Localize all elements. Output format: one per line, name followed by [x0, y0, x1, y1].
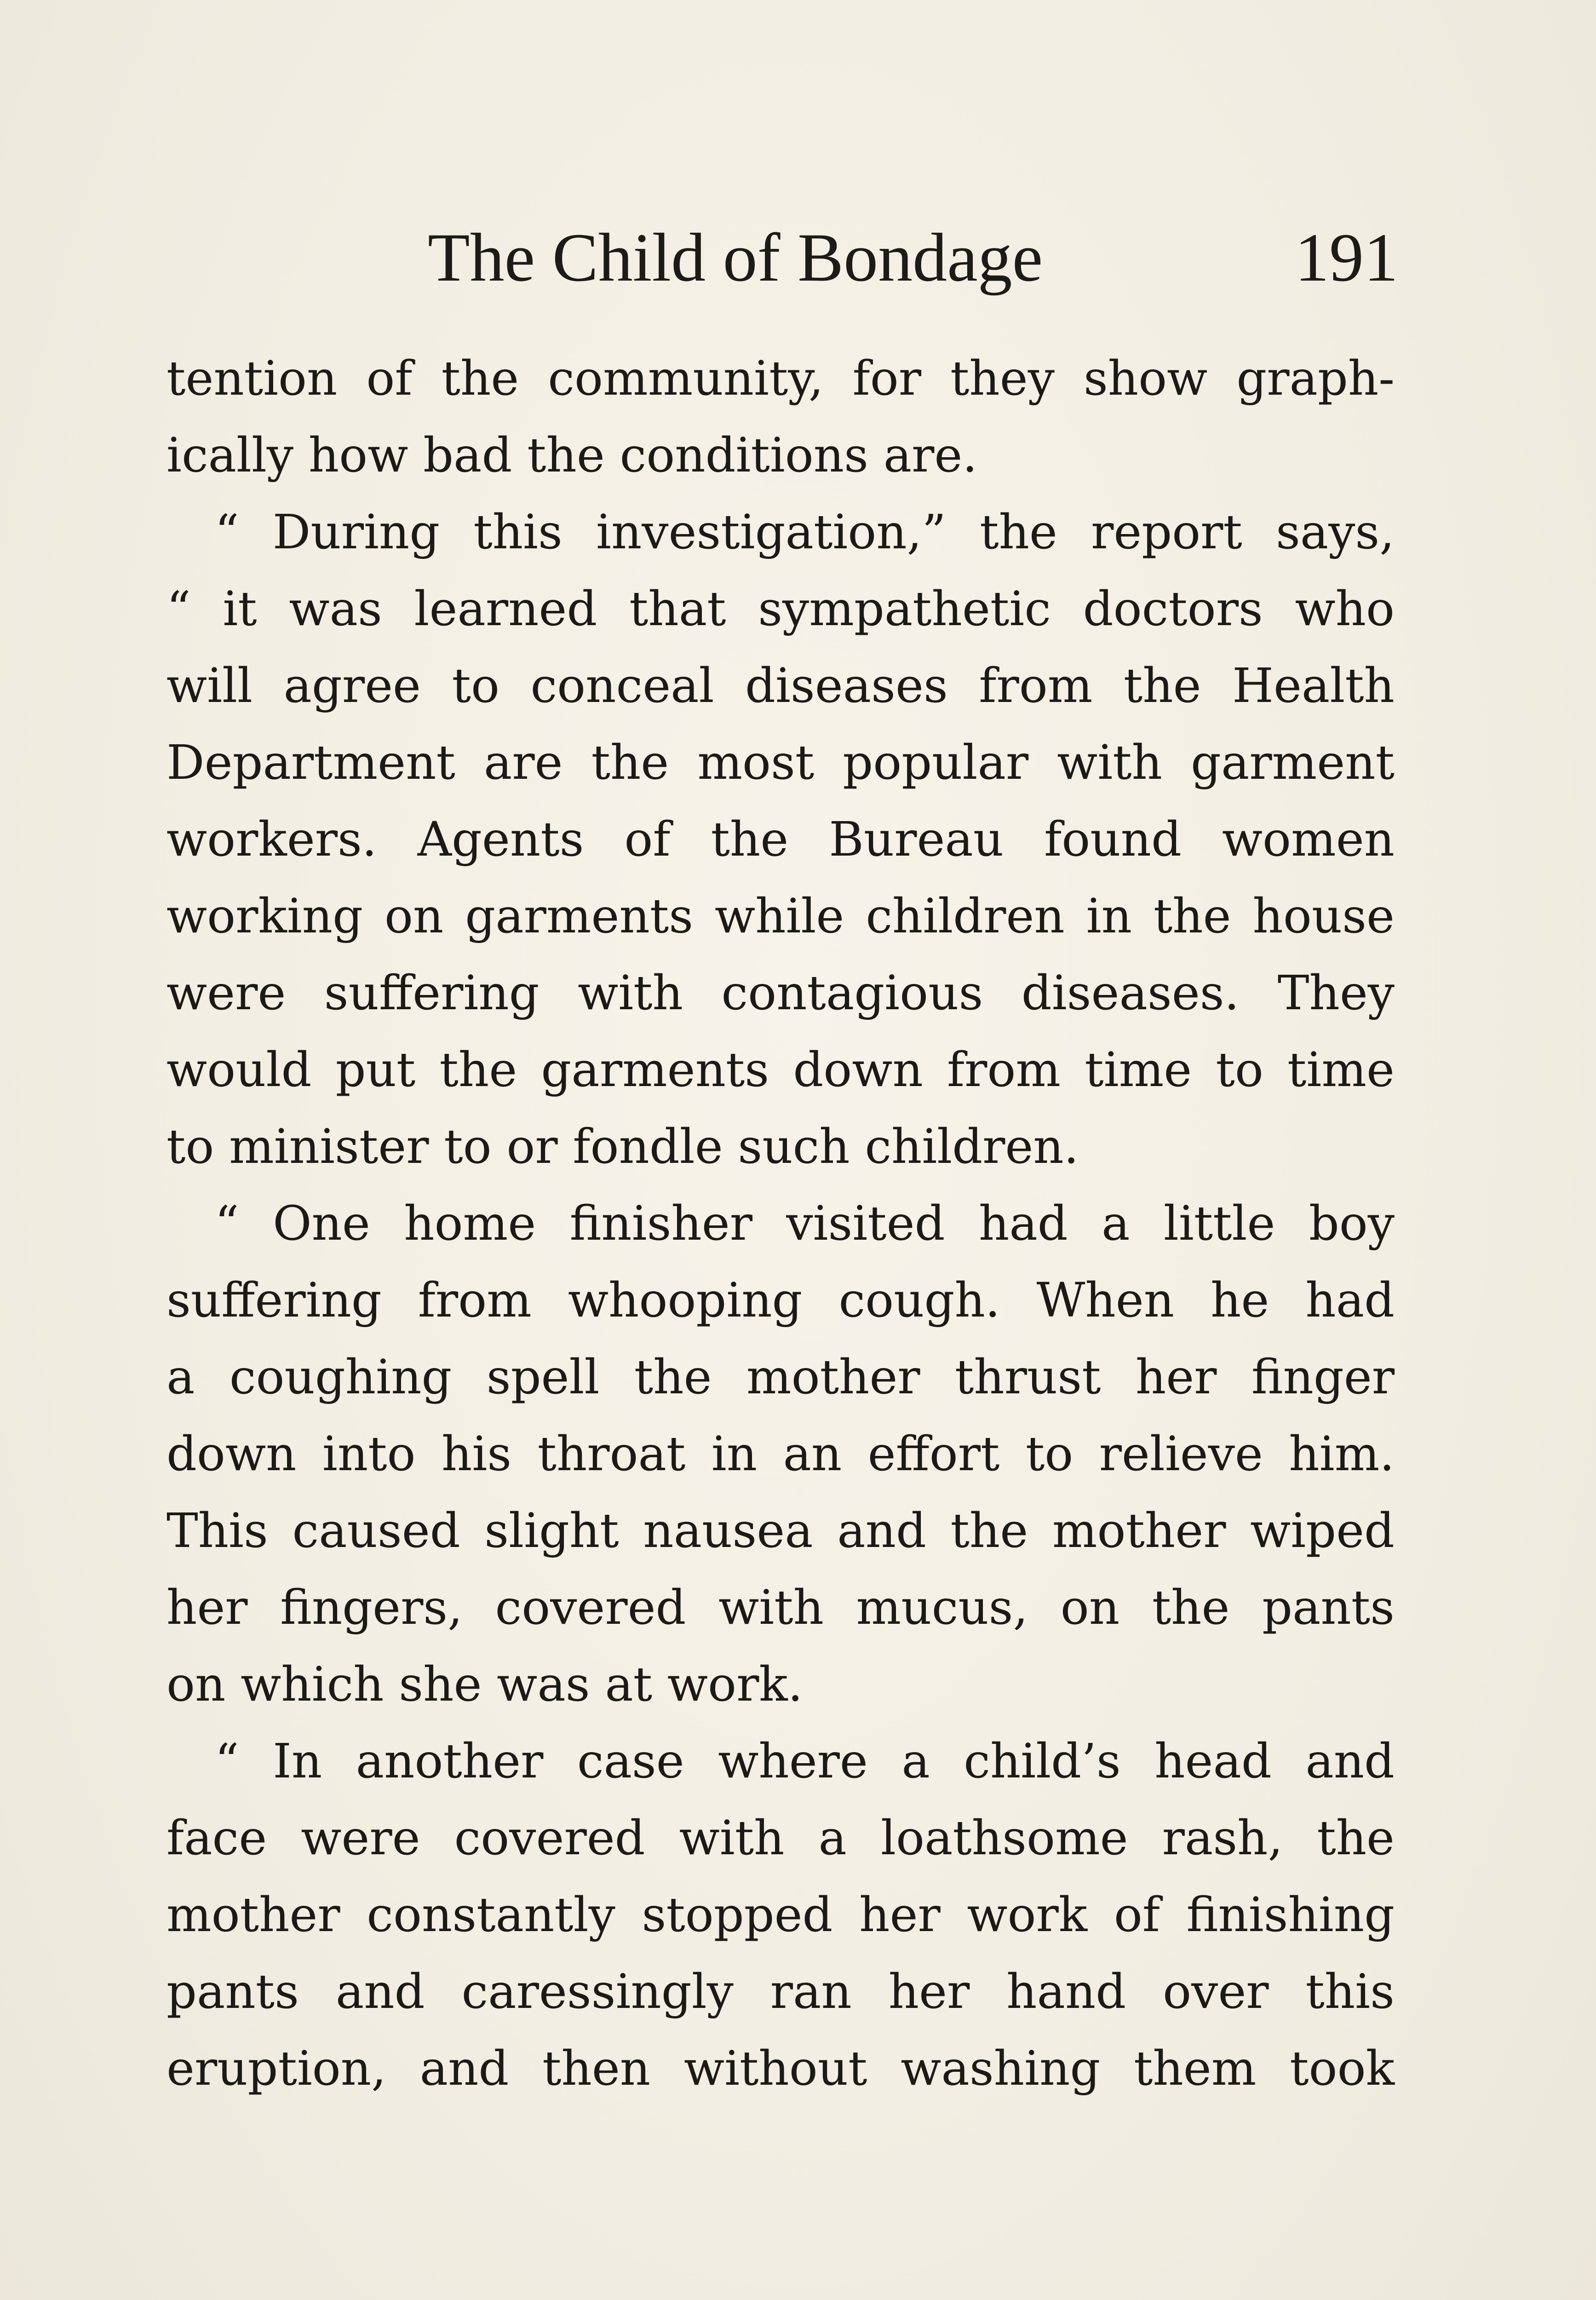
- text-line: pants and caressingly ran her hand over this: [166, 1964, 1395, 2019]
- text-line: “ In another case where a child’s head and: [215, 1734, 1395, 1789]
- text-line: were suffering with contagious diseases. They: [166, 966, 1395, 1021]
- text-line: would put the garments down from time to time: [166, 1042, 1395, 1098]
- text-line: her fingers, covered with mucus, on the pants: [166, 1580, 1395, 1635]
- text-line: down into his throat in an effort to relieve him.: [166, 1426, 1395, 1482]
- text-line: workers. Agents of the Bureau found women: [166, 812, 1395, 867]
- text-line: “ One home finisher visited had a little boy: [215, 1196, 1395, 1251]
- text-line: on which she was at work.: [166, 1657, 803, 1712]
- text-line: working on garments while children in the house: [166, 889, 1395, 944]
- text-line: tention of the community, for they show graph-: [166, 351, 1395, 406]
- text-line: suffering from whooping cough. When he had: [166, 1273, 1395, 1328]
- text-line: This caused slight nausea and the mother wiped: [166, 1503, 1395, 1558]
- text-line: will agree to conceal diseases from the Health: [166, 658, 1395, 713]
- text-line: ically how bad the conditions are.: [166, 428, 978, 483]
- running-title: The Child of Bondage: [428, 219, 1043, 296]
- body-text: [166, 340, 1395, 2107]
- text-line: mother constantly stopped her work of finishing: [166, 1887, 1395, 1943]
- text-line: Department are the most popular with garment: [166, 735, 1395, 790]
- page-number: 191: [1295, 219, 1398, 296]
- running-head: [428, 216, 1398, 299]
- text-line: eruption, and then without washing them took: [166, 2041, 1395, 2096]
- text-line: to minister to or fondle such children.: [166, 1119, 1079, 1174]
- text-line: a coughing spell the mother thrust her finger: [166, 1350, 1395, 1405]
- text-line: “ it was learned that sympathetic doctors who: [166, 581, 1395, 637]
- text-line: face were covered with a loathsome rash, the: [166, 1811, 1395, 1866]
- text-line: “ During this investigation,” the report says,: [215, 505, 1395, 560]
